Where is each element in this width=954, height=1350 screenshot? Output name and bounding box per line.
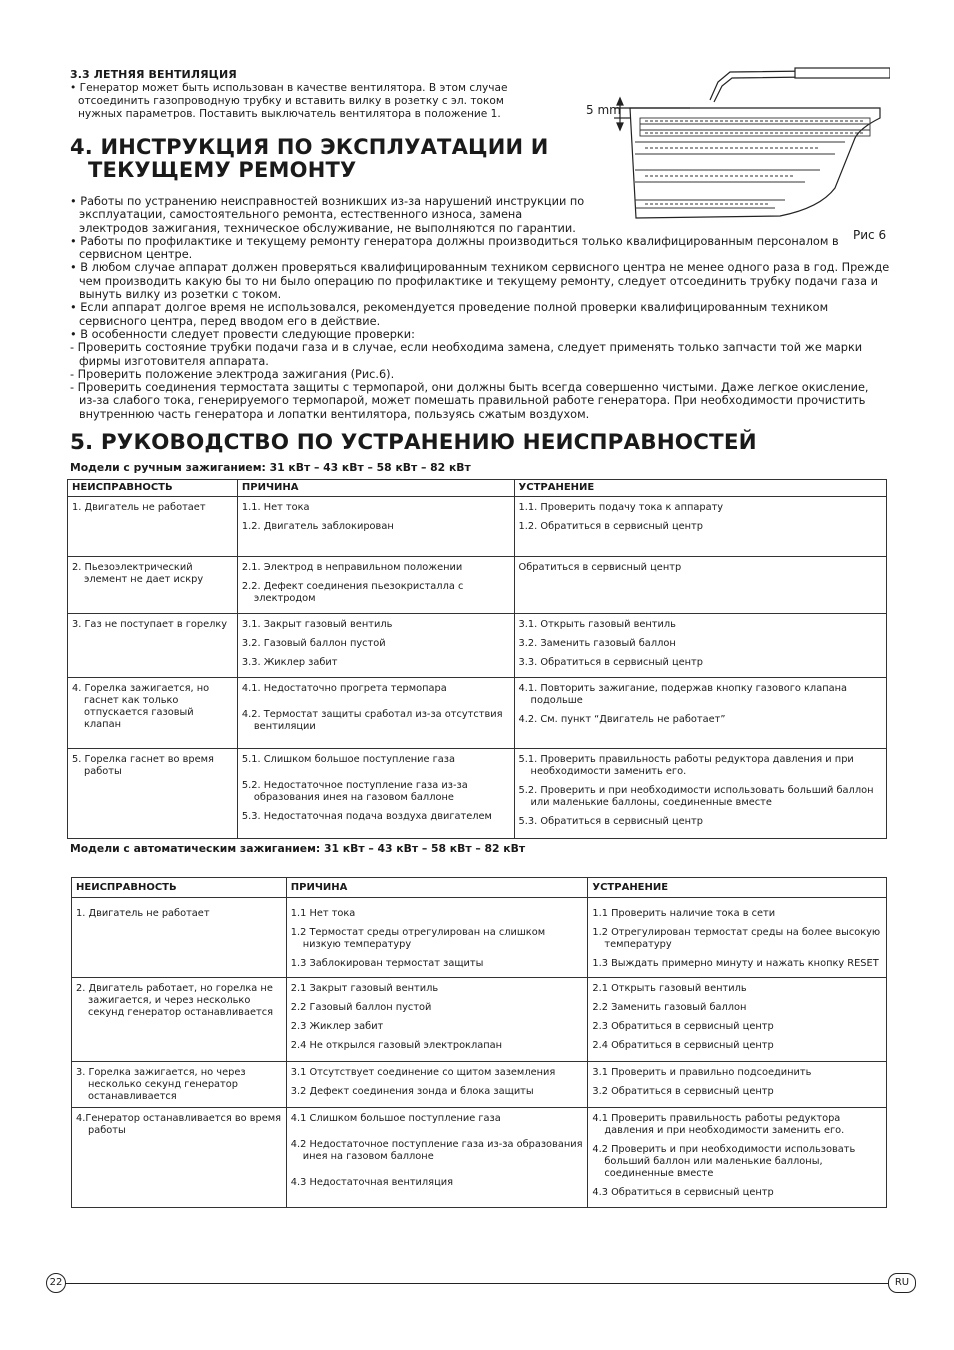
manual-ignition-table (67, 479, 887, 839)
table-row (68, 678, 887, 749)
fix-item: 4.3 Обратиться в сервисный центр (592, 1187, 774, 1198)
section-4-items (70, 195, 890, 421)
section-4-title-line2: ТЕКУЩЕМУ РЕМОНТУ (88, 158, 357, 182)
table-header-row (72, 878, 887, 898)
table-row (68, 557, 887, 614)
section-4-item: • Работы по профилактике и текущему ремонту генератора должны производиться только квалифицированным персоналом в сервисном центре. (70, 234, 839, 262)
table-row (72, 898, 887, 978)
cause-item: 1.2. Двигатель заблокирован (241, 521, 394, 532)
section-4-item: • В особенности следует провести следующие проверки: (70, 327, 415, 341)
fix-item: 2.4 Обратиться в сервисный центр (592, 1040, 774, 1051)
table-row (68, 497, 887, 557)
fix-item: 5.3. Обратиться в сервисный центр (518, 816, 703, 827)
cause-item: 1.1. Нет тока (241, 502, 310, 513)
fault-cell: 1. Двигатель не работает (72, 502, 206, 513)
cause-item: 2.2 Газовый баллон пустой (290, 1002, 432, 1013)
cause-item: 4.1. Недостаточно прогрета термопара (241, 683, 447, 694)
section-4-item: - Проверить состояние трубки подачи газа и в случае, если необходима замена, следует применять только запчасти той же марки фирмы изготовителя аппарата. (70, 341, 863, 368)
cause-item: 2.1. Электрод в неправильном положении (241, 562, 463, 573)
auto-ignition-table (71, 877, 887, 1208)
fix-item: 1.3 Выждать примерно минуту и нажать кнопку RESET (592, 958, 879, 969)
section-3-3-heading: 3.3 ЛЕТНЯЯ ВЕНТИЛЯЦИЯ (70, 68, 237, 81)
page-number: 22 (46, 1273, 66, 1293)
section-3-3-line: нужных параметров. Поставить выключатель вентилятора в положение 1. (78, 108, 501, 121)
fix-item: 3.1 Проверить и правильно подсоединить (592, 1067, 812, 1078)
fix-item: 1.1 Проверить наличие тока в сети (592, 908, 776, 919)
fault-cell: 3. Газ не поступает в горелку (72, 619, 228, 630)
section-3-3-line: отсоединить газопроводную трубку и вставить вилку в розетку с эл. током (78, 95, 504, 108)
cause-item: 5.2. Недостаточное поступление газа из-за образования инея на газовом баллоне (241, 780, 468, 803)
manual-models-caption: Модели с ручным зажиганием: 31 кВт – 43 кВт – 58 кВт – 82 кВт (70, 461, 471, 474)
cause-item: 3.2. Газовый баллон пустой (241, 638, 386, 649)
fault-cell: 5. Горелка гаснет во время работы (72, 754, 214, 777)
cause-item: 5.3. Недостаточная подача воздуха двигателем (241, 811, 492, 822)
section-3-3-line: • Генератор может быть использован в качестве вентилятора. В этом случае (70, 82, 508, 94)
fix-item: 3.2 Обратиться в сервисный центр (592, 1086, 774, 1097)
fix-item: 1.2. Обратиться в сервисный центр (518, 521, 703, 532)
section-4-title-line1: 4. ИНСТРУКЦИЯ ПО ЭКСПЛУАТАЦИИ И (70, 135, 549, 159)
fix-item: 2.2 Заменить газовый баллон (592, 1002, 747, 1013)
fix-item: 1.2 Отрегулирован термостат среды на более высокую температуру (592, 927, 881, 950)
fix-item: 2.3 Обратиться в сервисный центр (592, 1021, 774, 1032)
fix-item: 4.2 Проверить и при необходимости использовать больший баллон или маленькие баллоны, соединенные вместе (592, 1144, 856, 1179)
cause-item: 1.3 Заблокирован термостат защиты (290, 958, 484, 969)
cause-item: 3.1. Закрыт газовый вентиль (241, 619, 393, 630)
fix-item: 1.1. Проверить подачу тока к аппарату (518, 502, 724, 513)
cause-item: 3.1 Отсутствует соединение со щитом заземления (290, 1067, 556, 1078)
fix-item: Обратиться в сервисный центр (518, 562, 682, 573)
fault-cell: 1. Двигатель не работает (76, 908, 210, 919)
cause-item: 4.2 Недостаточное поступление газа из-за образования инея на газовом баллоне (290, 1139, 583, 1162)
section-4-title (70, 136, 550, 182)
auto-models-caption: Модели с автоматическим зажиганием: 31 кВт – 43 кВт – 58 кВт – 82 кВт (70, 842, 526, 855)
section-5-title: 5. РУКОВОДСТВО ПО УСТРАНЕНИЮ НЕИСПРАВНОСТЕЙ (70, 430, 757, 455)
fix-item: 4.1. Повторить зажигание, подержав кнопку газового клапана подольше (518, 683, 848, 706)
cause-item: 2.2. Дефект соединения пьезокристалла с электродом (241, 581, 464, 604)
footer-rule (64, 1283, 888, 1284)
cause-item: 5.1. Слишком большое поступление газа (241, 754, 455, 765)
table-row (72, 1062, 887, 1108)
table-row (68, 614, 887, 678)
cause-item: 2.1 Закрыт газовый вентиль (290, 983, 439, 994)
section-4-item: • В любом случае аппарат должен проверяться квалифицированным техником сервисного центра не менее одного раза в год. Прежде чем производить какую бы то ни было операцию по профилактике и текущему ремонту, следует отсоединить трубку подачи газа и вынуть вилку из розетки с током. (70, 261, 890, 302)
cause-item: 1.1 Нет тока (290, 908, 356, 919)
fix-item: 3.2. Заменить газовый баллон (518, 638, 676, 649)
section-4-item: - Проверить соединения термостата защиты с термопарой, они должны быть всегда совершенно чистыми. Даже легкое окисление, из-за слабого тока, генерируемого термопарой, может помешать правильной работе генератора. При необходимости прочистить внутреннюю часть генератора и лопатки вентилятора, пользуясь сжатым воздухом. (70, 381, 869, 421)
col-fault-header: НЕИСПРАВНОСТЬ (68, 480, 238, 497)
section-3-3-text (70, 82, 540, 122)
cause-item: 1.2 Термостат среды отрегулирован на слишком низкую температуру (290, 927, 546, 950)
cause-item: 4.3 Недостаточная вентиляция (290, 1177, 454, 1188)
section-4-item: • Работы по устранению неисправностей возникших из-за нарушений инструкции по эксплуатации, самостоятельного ремонта, естественного износа, замена электродов зажигания, техническое обслуживание, не выполняются по гарантии. (70, 195, 585, 235)
col-fix-header: УСТРАНЕНИЕ (514, 480, 886, 497)
col-cause-header: ПРИЧИНА (237, 480, 514, 497)
fix-item: 3.3. Обратиться в сервисный центр (518, 657, 703, 668)
cause-item: 4.2. Термостат защиты сработал из-за отсутствия вентиляции (241, 709, 503, 732)
cause-item: 4.1 Слишком большое поступление газа (290, 1113, 501, 1124)
cause-item: 3.2 Дефект соединения зонда и блока защиты (290, 1086, 534, 1097)
fix-item: 2.1 Открыть газовый вентиль (592, 983, 747, 994)
fix-item: 5.2. Проверить и при необходимости использовать больший баллон или маленькие баллоны, соединенные вместе (518, 785, 874, 808)
cause-item: 2.3 Жиклер забит (290, 1021, 384, 1032)
section-4-item: • Если аппарат долгое время не использовался, рекомендуется проведение полной проверки квалифицированным техником сервисного центра, перед вводом его в действие. (70, 301, 829, 328)
section-4-item: - Проверить положение электрода зажигания (Рис.6). (70, 367, 395, 381)
fix-item: 4.2. См. пункт “Двигатель не работает” (518, 714, 726, 725)
fault-cell: 3. Горелка зажигается, но через несколько секунд генератор останавливается (76, 1067, 246, 1102)
col-fix-header: УСТРАНЕНИЕ (588, 878, 887, 898)
fix-item: 4.1 Проверить правильность работы редуктора давления и при необходимости заменить его. (592, 1113, 845, 1136)
cause-item: 2.4 Не открылся газовый электроклапан (290, 1040, 503, 1051)
cause-item: 3.3. Жиклер забит (241, 657, 338, 668)
col-fault-header: НЕИСПРАВНОСТЬ (72, 878, 287, 898)
dimension-label: 5 mm (586, 103, 621, 117)
col-cause-header: ПРИЧИНА (286, 878, 588, 898)
fault-cell: 4.Генератор останавливается во время работы (76, 1113, 282, 1136)
figure-caption: Рис 6 (853, 228, 887, 242)
fix-item: 3.1. Открыть газовый вентиль (518, 619, 676, 630)
fault-cell: 2. Пьезоэлектрический элемент не дает искру (72, 562, 204, 585)
fault-cell: 4. Горелка зажигается, но гаснет как только отпускается газовый клапан (72, 683, 210, 730)
fault-cell: 2. Двигатель работает, но горелка не зажигается, и через несколько секунд генератор останавливается (76, 983, 273, 1018)
fix-item: 5.1. Проверить правильность работы редуктора давления и при необходимости заменить его. (518, 754, 854, 777)
language-badge: RU (888, 1273, 916, 1293)
table-row (72, 978, 887, 1062)
table-row (72, 1108, 887, 1208)
table-row (68, 749, 887, 839)
table-header-row (68, 480, 887, 497)
